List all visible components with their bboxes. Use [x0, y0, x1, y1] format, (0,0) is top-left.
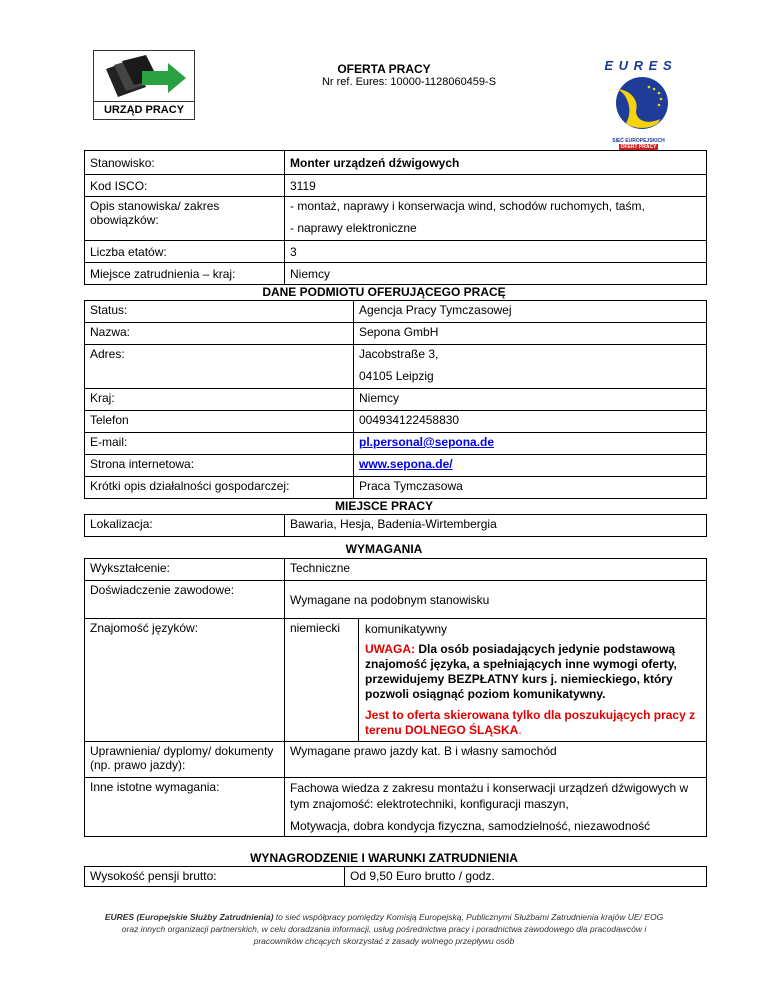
- footer-note: [60, 911, 708, 947]
- footer-line-1: [60, 911, 708, 923]
- isco-value: 3119: [285, 175, 707, 197]
- table-row: [85, 581, 707, 619]
- address-line-1: Jacobstraße 3,: [359, 347, 439, 361]
- other-requirements-label: Inne istotne wymagania:: [85, 778, 285, 837]
- eures-logo: [596, 58, 681, 158]
- footer-eures-name: EURES (Europejskie Służby Zatrudnienia): [104, 912, 274, 922]
- country-label: Miejsce zatrudnienia – kraj:: [85, 263, 285, 285]
- job-title-value: Monter urządzeń dźwigowych: [285, 151, 707, 175]
- eures-logo-subtitle-2: OFERT PRACY: [620, 144, 657, 150]
- language-notice: [365, 642, 700, 702]
- licenses-label: Uprawnienia/ dyplomy/ dokumenty (np. prawo jazdy):: [85, 742, 285, 778]
- address-value: [354, 345, 707, 389]
- page-title: OFERTA PRACY: [337, 62, 431, 76]
- table-row: [85, 778, 707, 837]
- workplace-section-title: MIEJSCE PRACY: [334, 499, 434, 513]
- name-value: Sepona GmbH: [354, 323, 707, 345]
- employer-country-value: Niemcy: [354, 389, 707, 411]
- eures-logo-graphic: [596, 73, 681, 135]
- salary-label: Wysokość pensji brutto:: [85, 867, 345, 887]
- workplace-table: [84, 514, 707, 537]
- footer-line-2: oraz innych organizacji partnerskich, w celu doradzania informacji, usług pośrednictwa pracy i poradnictwa zawodowego dla pracodawców i: [121, 924, 647, 934]
- positions-label: Liczba etatów:: [85, 241, 285, 263]
- business-desc-value: Praca Tymczasowa: [354, 477, 707, 499]
- language-details: [359, 619, 707, 742]
- regional-note: [365, 708, 700, 738]
- languages-label: Znajomość języków:: [85, 619, 285, 742]
- experience-value: Wymagane na podobnym stanowisku: [285, 581, 707, 619]
- table-row: [85, 867, 707, 887]
- salary-section-title: WYNAGRODZENIE I WARUNKI ZATRUDNIENIA: [250, 851, 518, 865]
- status-label: Status:: [85, 301, 354, 323]
- table-row: [85, 389, 707, 411]
- duties-value: [285, 197, 707, 241]
- table-row: [85, 241, 707, 263]
- education-label: Wykształcenie:: [85, 559, 285, 581]
- table-row: [85, 515, 707, 537]
- employer-country-label: Kraj:: [85, 389, 354, 411]
- table-row: [85, 323, 707, 345]
- location-label: Lokalizacja:: [85, 515, 285, 537]
- experience-label: Doświadczenie zawodowe:: [85, 581, 285, 619]
- job-title-label: Stanowisko:: [85, 151, 285, 175]
- regional-note-end: .: [518, 723, 522, 737]
- employer-section-title: DANE PODMIOTU OFERUJĄCEGO PRACĘ: [262, 285, 506, 299]
- positions-value: 3: [285, 241, 707, 263]
- website-link[interactable]: www.sepona.de/: [359, 457, 453, 471]
- table-row: [85, 559, 707, 581]
- name-label: Nazwa:: [85, 323, 354, 345]
- duties-label: Opis stanowiska/ zakres obowiązków:: [85, 197, 285, 241]
- requirements-section-title: WYMAGANIA: [345, 542, 423, 556]
- licenses-value: Wymagane prawo jazdy kat. B i własny samochód: [285, 742, 707, 778]
- requirements-table: [84, 558, 707, 837]
- business-desc-label: Krótki opis działalności gospodarczej:: [85, 477, 354, 499]
- footer-line-1-rest: to sieć współpracy pomiędzy Komisją Europejską, Publicznymi Służbami Zatrudnienia krajów UE/ EOG: [273, 912, 664, 922]
- other-requirements-value: [285, 778, 707, 837]
- urzad-pracy-logo-caption: URZĄD PRACY: [94, 101, 194, 119]
- reference-label: Nr ref. Eures:: [321, 76, 388, 88]
- notice-prefix: UWAGA:: [365, 642, 415, 656]
- phone-label: Telefon: [85, 411, 354, 433]
- salary-table: [84, 866, 707, 887]
- table-row: [85, 301, 707, 323]
- table-row: [85, 742, 707, 778]
- email-label: E-mail:: [85, 433, 354, 455]
- other-requirements-line-1: Fachowa wiedza z zakresu montażu i konserwacji urządzeń dźwigowych w tym znajomość: elektrotechniki, konfiguracji maszyn,: [290, 781, 689, 811]
- phone-value: 004934122458830: [354, 411, 707, 433]
- education-value: Techniczne: [285, 559, 707, 581]
- language-level: komunikatywny: [365, 622, 448, 636]
- other-requirements-line-2: Motywacja, dobra kondycja fizyczna, samodzielność, niezawodność: [290, 819, 651, 833]
- table-row: [85, 263, 707, 285]
- employer-table: [84, 300, 707, 499]
- table-row: [85, 151, 707, 175]
- table-row: [85, 345, 707, 389]
- table-row: [85, 175, 707, 197]
- table-row: [85, 619, 707, 742]
- eures-logo-text: E U R E S: [604, 58, 673, 73]
- duties-line-2: - naprawy elektroniczne: [290, 221, 417, 235]
- table-row: [85, 197, 707, 241]
- regional-note-text: Jest to oferta skierowana tylko dla poszukujących pracy z terenu DOLNEGO ŚLĄSKA: [365, 708, 696, 737]
- language-name: niemiecki: [285, 619, 359, 742]
- duties-line-1: - montaż, naprawy i konserwacja wind, schodów ruchomych, taśm,: [290, 199, 645, 213]
- table-row: [85, 433, 707, 455]
- table-row: [85, 411, 707, 433]
- eures-logo-subtitle-1: SIEĆ EUROPEJSKICH: [612, 138, 665, 144]
- country-value: Niemcy: [285, 263, 707, 285]
- notice-text: Dla osób posiadających jedynie podstawową znajomość języka, a spełniających inne wymogi oferty, przewidujemy BEZPŁATNY kurs j. niemieckiego, który pozwoli osiągnąć poziom komunikatywny.: [365, 642, 677, 701]
- isco-label: Kod ISCO:: [85, 175, 285, 197]
- footer-line-3: pracowników chcących skorzystać z zasady wolnego przepływu osób: [253, 936, 515, 946]
- address-line-2: 04105 Leipzig: [359, 369, 434, 383]
- table-row: [85, 455, 707, 477]
- status-value: Agencja Pracy Tymczasowej: [354, 301, 707, 323]
- table-row: [85, 477, 707, 499]
- salary-value: Od 9,50 Euro brutto / godz.: [345, 867, 707, 887]
- email-link[interactable]: pl.personal@sepona.de: [359, 435, 495, 449]
- job-table: [84, 150, 707, 285]
- website-label: Strona internetowa:: [85, 455, 354, 477]
- location-value: Bawaria, Hesja, Badenia-Wirtembergia: [285, 515, 707, 537]
- address-label: Adres:: [85, 345, 354, 389]
- reference-value: 10000-1128060459-S: [390, 76, 497, 88]
